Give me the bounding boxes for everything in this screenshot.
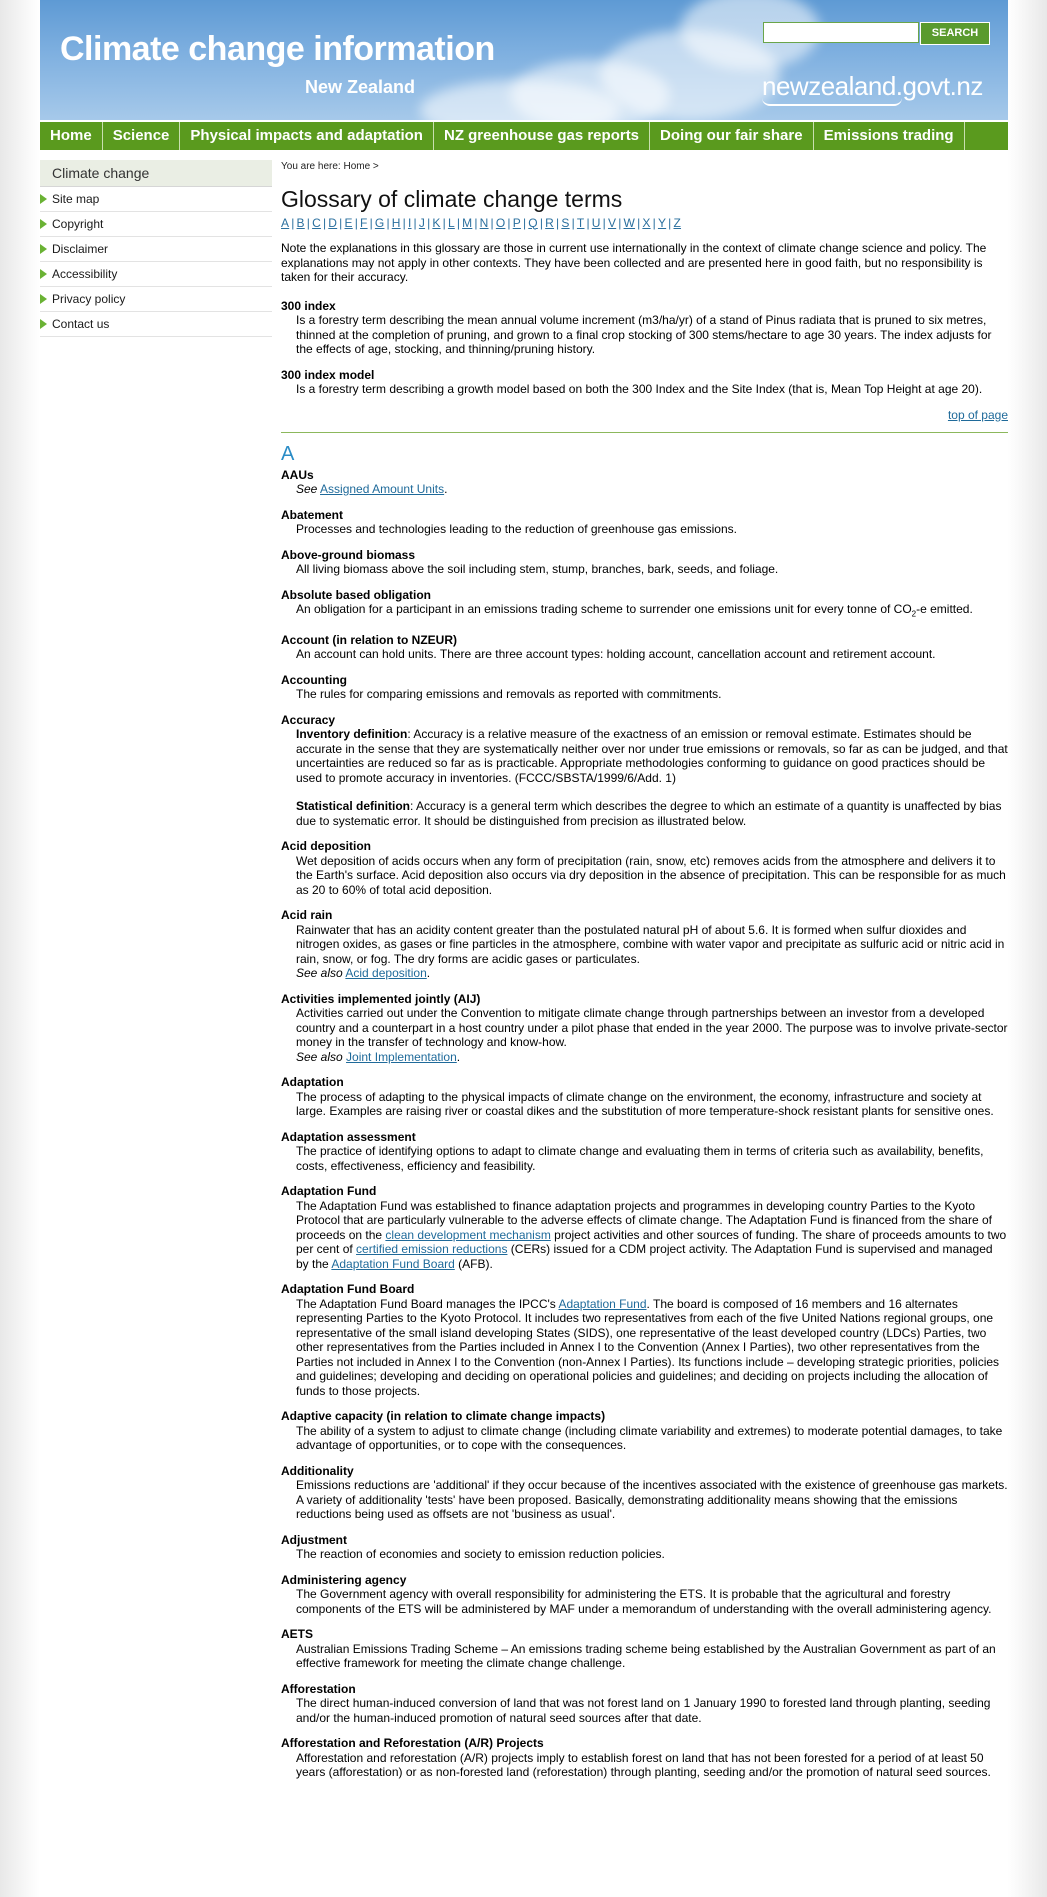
alphabet-separator: | [322,215,327,230]
alphabet-separator: | [507,215,511,230]
arrow-right-icon [40,219,47,229]
nav-fair-share[interactable]: Doing our fair share [650,122,814,150]
main-nav [40,122,1008,150]
nav-ghg-reports[interactable]: NZ greenhouse gas reports [434,122,650,150]
term-account: Account (in relation to NZEUR) An account can hold units. There are three account types: holding account, cancellation account and retirement account. [281,632,936,662]
term-accounting: Accounting The rules for comparing emissions and removals as reported with commitments. [281,672,722,702]
alphabet-link-j[interactable]: J [418,215,426,230]
alphabet-separator: | [571,215,575,230]
alphabet-link-i[interactable]: I [407,215,412,230]
alphabet-link-r[interactable]: R [545,215,555,230]
term-acid-deposition: Acid deposition Wet deposition of acids occurs when any form of precipitation (rain, snow, etc) removes acids from the atmosphere and delivers it to the Earth's surface. Acid deposition also occurs via dry deposition in the absence of precipitation. This can be responsible for as much as 20 to 60% of total acid deposition. [281,839,1006,897]
site-subtitle: New Zealand [305,77,416,97]
sidebar-item-copyright[interactable]: Copyright [40,212,272,237]
term-afforestation-reforestation: Afforestation and Reforestation (A/R) Projects Afforestation and reforestation (A/R) projects imply to establish forest on land that has not been forested for a period of at least 50 years (afforestation) or as non-forested land (reforestation) through planting, seeding and/or the promotion of natural seed sources. [281,1736,991,1780]
link-adaptation-fund-board[interactable]: Adaptation Fund Board [331,1256,455,1271]
link-adaptation-fund[interactable]: Adaptation Fund [558,1296,647,1311]
search-input[interactable] [763,22,919,43]
alphabet-link-z[interactable]: Z [673,215,682,230]
alphabet-separator: | [442,215,446,230]
alphabet-link-m[interactable]: M [462,215,473,230]
arrow-right-icon [40,319,47,329]
alphabet-link-w[interactable]: W [623,215,636,230]
term-afforestation: Afforestation The direct human-induced conversion of land that was not forest land on 1 January 1990 to forested land through planting, seeding and/or the human-induced promotion of natural seed sources after that date. [281,1681,991,1725]
term-adaptation-fund: Adaptation Fund The Adaptation Fund was established to finance adaptation projects and programmes in developing country Parties to the Kyoto Protocol that are particularly vulnerable to the adverse effects of climate change. The Adaptation Fund is financed from the share of proceeds on the clean development mechanism project activities and other sources of funding. The share of proceeds amounts to two per cent of certified emission reductions (CERs) issued for a CDM project activity. The Adaptation Fund is supervised and managed by the Adaptation Fund Board (AFB). [281,1184,1007,1271]
alphabet-link-u[interactable]: U [591,215,601,230]
nav-home[interactable]: Home [40,122,103,150]
alphabet-link-e[interactable]: E [344,215,353,230]
alphabet-separator: | [652,215,656,230]
alphabet-link-q[interactable]: Q [528,215,538,230]
sidebar-item-disclaimer[interactable]: Disclaimer [40,237,272,262]
nav-science[interactable]: Science [103,122,181,150]
link-joint-implementation[interactable]: Joint Implementation [346,1049,457,1064]
alphabet-link-c[interactable]: C [312,215,321,230]
link-assigned-amount-units[interactable]: Assigned Amount Units [320,482,445,496]
sidebar-item-contact[interactable]: Contact us [40,312,272,337]
page-title: Glossary of climate change terms [281,186,623,212]
alphabet-separator: | [586,215,590,230]
arrow-right-icon [40,294,47,304]
alphabet-separator: | [402,215,406,230]
term-name: 300 index [281,298,336,313]
alphabet-separator: | [618,215,622,230]
banner [40,0,1008,120]
alphabet-link-g[interactable]: G [374,215,385,230]
term-absolute-based-obligation: Absolute based obligation An obligation for a participant in an emissions trading scheme to surrender one emissions unit for every tonne of $CO_2-e$ emitted. [281,587,973,619]
term-aij: Activities implemented jointly (AIJ) Activities carried out under the Convention to mitigate climate change through partnerships between an investor from a developed country and a counterpart in a host country under a pilot phase that ended in the year 2000. The purpose was to involve private-sector money in the transfer of technology and know-how. See also Joint Implementation. [281,991,1008,1064]
site-title[interactable]: Climate change information [60,30,495,68]
breadcrumb-home[interactable]: Home > [343,161,379,172]
alphabet-separator: | [522,215,527,230]
intro-note: Note the explanations in this glossary are those in current use internationally in the context of climate change science and policy. The explanations may not apply in other contexts. They have been collected and are presented here in good faith, but no responsibility is taken for their accuracy. [281,241,987,284]
alphabet-link-y[interactable]: Y [657,215,667,230]
search-button[interactable]: SEARCH [920,22,990,45]
alphabet-separator: | [668,215,672,230]
term-acid-rain: Acid rain Rainwater that has an acidity content greater than the postulated natural pH of about 5.6. It is formed when sulfur dioxides and nitrogen oxides, as gases or fine particles in the atmosphere, combine with water vapor and precipitate as sulfuric acid or nitric acid in rain, snow, or fog. The dry forms are acidic gases or particulates. See also Acid deposition. [281,908,1005,981]
alphabet-link-k[interactable]: K [432,215,441,230]
sidebar-heading[interactable]: Climate change [40,160,272,187]
alphabet-link-p[interactable]: P [512,215,521,230]
alphabet-separator: | [474,215,478,230]
nav-physical-impacts[interactable]: Physical impacts and adaptation [180,122,434,150]
arrow-right-icon [40,194,47,204]
term-adjustment: Adjustment The reaction of economies and society to emission reduction policies. [281,1532,665,1562]
term-300-index [281,299,1008,357]
alphabet-link-v[interactable]: V [607,215,617,230]
alphabet-link-f[interactable]: F [360,215,368,230]
top-of-page-link[interactable]: top of page [947,407,1008,422]
alphabet-separator: | [354,215,359,230]
alphabet-link-s[interactable]: S [561,215,570,230]
alphabet-link-b[interactable]: B [296,215,305,230]
alphabet-separator: | [369,215,373,230]
alphabet-link-d[interactable]: D [328,215,338,230]
alphabet-separator: | [539,215,544,230]
alphabet-link-a[interactable]: A [281,215,290,230]
breadcrumb: You are here: Home > [281,161,379,172]
main-content [281,160,1008,1791]
sidebar-item-accessibility[interactable]: Accessibility [40,262,272,287]
sidebar-item-site-map[interactable]: Site map [40,187,272,212]
link-certified-emission-reductions[interactable]: certified emission reductions [356,1242,508,1257]
section-letter-a: A [281,443,295,465]
term-adaptation-fund-board: Adaptation Fund Board The Adaptation Fund Board manages the IPCC's Adaptation Fund. The board is composed of 16 members and 16 alternates representing Parties to the Kyoto Protocol. It includes two representatives from each of the five United Nations regional groups, one representative of the small island developing States (SIDS), one representative of the least developed country (LDCs) Parties, two other representatives from the Parties included in Annex I to the Convention (Annex I Parties), two other representatives from the Parties not included in Annex I to the Convention (non-Annex I Parties). Its functions include – developing strategic priorities, policies and guidelines; developing and deciding on operational policies and guidelines; and deciding on projects including the allocation of funds to those projects. [281,1282,1000,1398]
alphabet-link-l[interactable]: L [447,215,455,230]
link-clean-development-mechanism[interactable]: clean development mechanism [385,1227,551,1242]
term-additionality: Additionality Emissions reductions are 'additional' if they occur because of the incentives associated with the existence of greenhouse gas markets. A variety of additionality 'tests' have been proposed. Basically, demonstrating additionality means showing that the emissions reductions being used as offsets are not 'business as usual'. [281,1463,1008,1522]
alphabet-separator: | [291,215,295,230]
alphabet-link-o[interactable]: O [495,215,506,230]
term-aaus: AAUs See Assigned Amount Units. [281,467,448,496]
alphabet-separator: | [556,215,560,230]
alphabet-separator: | [386,215,390,230]
link-acid-deposition[interactable]: Acid deposition [345,966,427,981]
term-definition: Is a forestry term describing a growth model based on both the 300 Index and the Site Index (that is, Mean Top Height at age 20). [296,382,983,396]
alphabet-separator: | [456,215,461,230]
alphabet-link-n[interactable]: N [479,215,489,230]
nav-emissions-trading[interactable]: Emissions trading [814,122,965,150]
alphabet-link-x[interactable]: X [642,215,651,230]
term-name: 300 index model [281,367,375,382]
term-above-ground-biomass: Above-ground biomass All living biomass above the soil including stem, stump, branches, bark, seeds, and foliage. [281,547,779,576]
term-adaptation-assessment: Adaptation assessment The practice of identifying options to adapt to climate change and evaluating them in terms of criteria such as availability, benefits, costs, effectiveness, efficiency and feasibility. [281,1129,984,1173]
alphabet-link-t[interactable]: T [576,215,585,230]
term-adaptive-capacity: Adaptive capacity (in relation to climate change impacts) The ability of a system to adjust to climate change (including climate variability and extremes) to moderate potential damages, to take advantage of opportunities, or to cope with the consequences. [281,1409,1003,1453]
alphabet-link-h[interactable]: H [391,215,401,230]
arrow-right-icon [40,269,47,279]
alphabet-separator: | [306,215,311,230]
term-administering-agency: Administering agency The Government agency with overall responsibility for administering the ETS. It is probable that the agricultural and forestry components of the ETS will be administered by MAF under a memorandum of understanding with the overall administering agency. [281,1572,992,1616]
sidebar-item-privacy[interactable]: Privacy policy [40,287,272,312]
page [40,0,1008,1897]
term-definition: Is a forestry term describing the mean annual volume increment (m3/ha/yr) of a stand of Pinus radiata that is pruned to six metres, thinned at the completion of pruning, and grown to a final crop stocking of 300 stems/hectare to age 30 years. The index adjusts for the effects of age, stocking, and thinning/pruning history. [296,313,992,356]
alphabet-separator: | [413,215,417,230]
alphabet-index [281,216,1008,231]
term-aets: AETS Australian Emissions Trading Scheme – An emissions trading scheme being established by the Australian Government as part of an effective framework for meeting the climate change challenge. [281,1627,996,1671]
govt-logo[interactable]: newzealand.govt.nz [762,71,983,101]
term-300-index-model [281,368,1008,397]
term-abatement: Abatement Processes and technologies leading to the reduction of greenhouse gas emissions. [281,507,737,536]
section-divider [281,432,1008,433]
govt-logo-swoosh-icon [762,98,902,106]
alphabet-separator: | [490,215,494,230]
term-adaptation: Adaptation The process of adapting to the physical impacts of climate change on the environment, the economy, infrastructure and society at large. Examples are raising river or coastal dikes and the substitution of more temperature-shock resistant plants for sensitive ones. [281,1075,994,1119]
alphabet-separator: | [602,215,606,230]
alphabet-separator: | [339,215,343,230]
sidebar [40,160,272,337]
alphabet-separator: | [427,215,431,230]
term-accuracy: Accuracy Inventory definition: Accuracy is a relative measure of the exactness of an emission or removal estimate. Estimates should be accurate in the sense that they are systematically neither over nor under true emissions or removals, so far as can be judged, and that uncertainties are reduced so far as is practicable. Appropriate methodologies conforming to guidance on good practices should be used to promote accuracy in inventories. (FCCC/SBSTA/1999/6/Add. 1) Statistical definition: Accuracy is a general term which describes the degree to which an estimate of a quantity is unaffected by bias due to systematic error. It should be distinguished from precision as illustrated below. [281,712,1008,828]
alphabet-separator: | [637,215,641,230]
arrow-right-icon [40,244,47,254]
